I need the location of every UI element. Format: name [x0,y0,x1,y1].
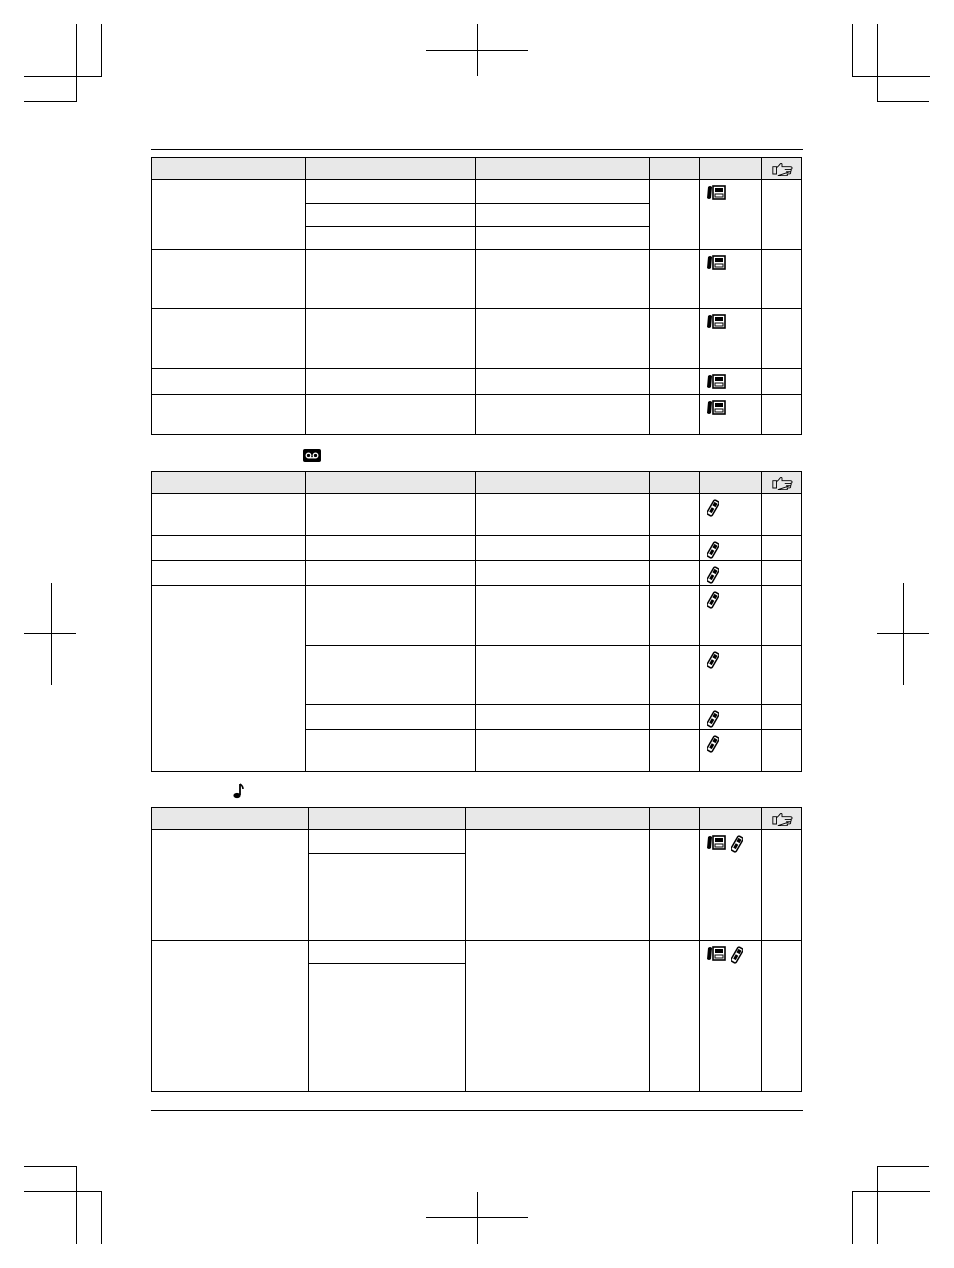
table-cell [762,941,802,1092]
base-unit-icon [707,185,727,201]
table-cell [700,561,762,586]
table-cell [650,180,700,250]
table-cell [650,730,700,772]
table-cell [309,830,466,854]
table-cell [762,536,802,561]
header-cell [650,808,700,830]
base-unit-icon [707,400,727,416]
table-cell [309,941,466,964]
table-row [152,830,802,854]
table-cell [700,536,762,561]
table-row [152,309,802,369]
table-cell [476,227,650,250]
table-cell [152,250,306,309]
table-cell [306,586,476,646]
table-cell [650,705,700,730]
table-cell [762,830,802,941]
header-cell [762,808,802,830]
table-cell [306,705,476,730]
base-unit-icon [707,255,727,271]
table-cell [152,494,306,536]
table-cell [762,494,802,536]
table-cell [466,830,650,941]
table-cell [650,369,700,395]
table-cell [700,309,762,369]
base-unit-icon [707,314,727,330]
table-header-row [152,472,802,494]
table-cell [152,561,306,586]
handset-icon [731,946,743,964]
table-cell [762,561,802,586]
table-row [152,536,802,561]
table-cell [306,309,476,369]
table-row [152,369,802,395]
table-cell [476,586,650,646]
table-row [152,586,802,646]
table-cell [476,705,650,730]
header-rule [151,149,803,150]
table-cell [309,964,466,1092]
table-row [152,941,802,964]
table-cell [700,180,762,250]
header-cell [476,472,650,494]
table-cell [152,180,306,250]
base-unit-icon [707,946,727,962]
table-cell [476,561,650,586]
table-cell [700,369,762,395]
table-cell [650,941,700,1092]
handset-icon [707,735,719,753]
header-cell [309,808,466,830]
table-row [152,395,802,435]
table-cell [152,830,309,941]
header-cell [650,158,700,180]
table-row [152,250,802,309]
pointing-hand-icon [771,475,793,490]
base-unit-icon [707,374,727,390]
header-cell [650,472,700,494]
table-cell [152,369,306,395]
header-cell [152,158,306,180]
table-cell [152,395,306,435]
table-cell [762,250,802,309]
voicemail-icon [303,449,321,462]
table-cell [476,730,650,772]
table-cell [700,494,762,536]
settings-table-3 [151,807,802,1092]
table-cell [306,561,476,586]
table-cell [700,705,762,730]
table-cell [476,309,650,369]
table-cell [650,536,700,561]
table-cell [152,941,309,1092]
table-cell [762,369,802,395]
table-cell [152,536,306,561]
table-row [152,561,802,586]
handset-icon [707,651,719,669]
table-cell [309,854,466,941]
table-cell [650,646,700,705]
header-cell [700,472,762,494]
handset-icon [707,710,719,728]
table-cell [650,830,700,941]
table-cell [306,369,476,395]
table-cell [476,395,650,435]
table-cell [306,494,476,536]
pointing-hand-icon [771,811,793,826]
table-cell [650,250,700,309]
header-cell [700,158,762,180]
table-row [152,494,802,536]
table-cell [306,180,476,204]
table-cell [152,309,306,369]
handset-icon [707,499,719,517]
header-cell [152,808,309,830]
table-cell [650,561,700,586]
table-cell [700,586,762,646]
table-cell [306,646,476,705]
table-cell [762,586,802,646]
footer-rule [151,1110,803,1111]
table-cell [306,536,476,561]
table-cell [476,369,650,395]
table-cell [700,395,762,435]
table-cell [762,646,802,705]
table-cell [306,227,476,250]
table-header-row [152,158,802,180]
table-cell [476,180,650,204]
table-cell [306,730,476,772]
table-cell [476,494,650,536]
table-cell [650,494,700,536]
table-cell [306,250,476,309]
table-cell [700,730,762,772]
table-cell [466,941,650,1092]
header-cell [152,472,306,494]
settings-table-2 [151,471,802,772]
table-cell [650,586,700,646]
handset-icon [707,566,719,584]
table-cell [306,395,476,435]
table-cell [762,730,802,772]
table-cell [476,250,650,309]
table-cell [762,180,802,250]
header-cell [466,808,650,830]
pointing-hand-icon [771,161,793,176]
header-cell [762,158,802,180]
table-cell [762,309,802,369]
table-cell [476,536,650,561]
table-cell [650,395,700,435]
header-cell [700,808,762,830]
table-cell [306,204,476,227]
handset-icon [707,591,719,609]
base-unit-icon [707,835,727,851]
table-cell [476,204,650,227]
handset-icon [731,835,743,853]
table-row [152,180,802,204]
table-cell [700,250,762,309]
table-cell [762,395,802,435]
header-cell [476,158,650,180]
handset-icon [707,541,719,559]
table-cell [700,941,762,1092]
table-cell [700,646,762,705]
table-cell [762,705,802,730]
table-cell [152,586,306,772]
table-cell [476,646,650,705]
table-cell [700,830,762,941]
music-note-icon [232,783,244,799]
header-cell [306,472,476,494]
table-cell [650,309,700,369]
header-cell [762,472,802,494]
settings-table-1 [151,157,802,435]
header-cell [306,158,476,180]
table-header-row [152,808,802,830]
